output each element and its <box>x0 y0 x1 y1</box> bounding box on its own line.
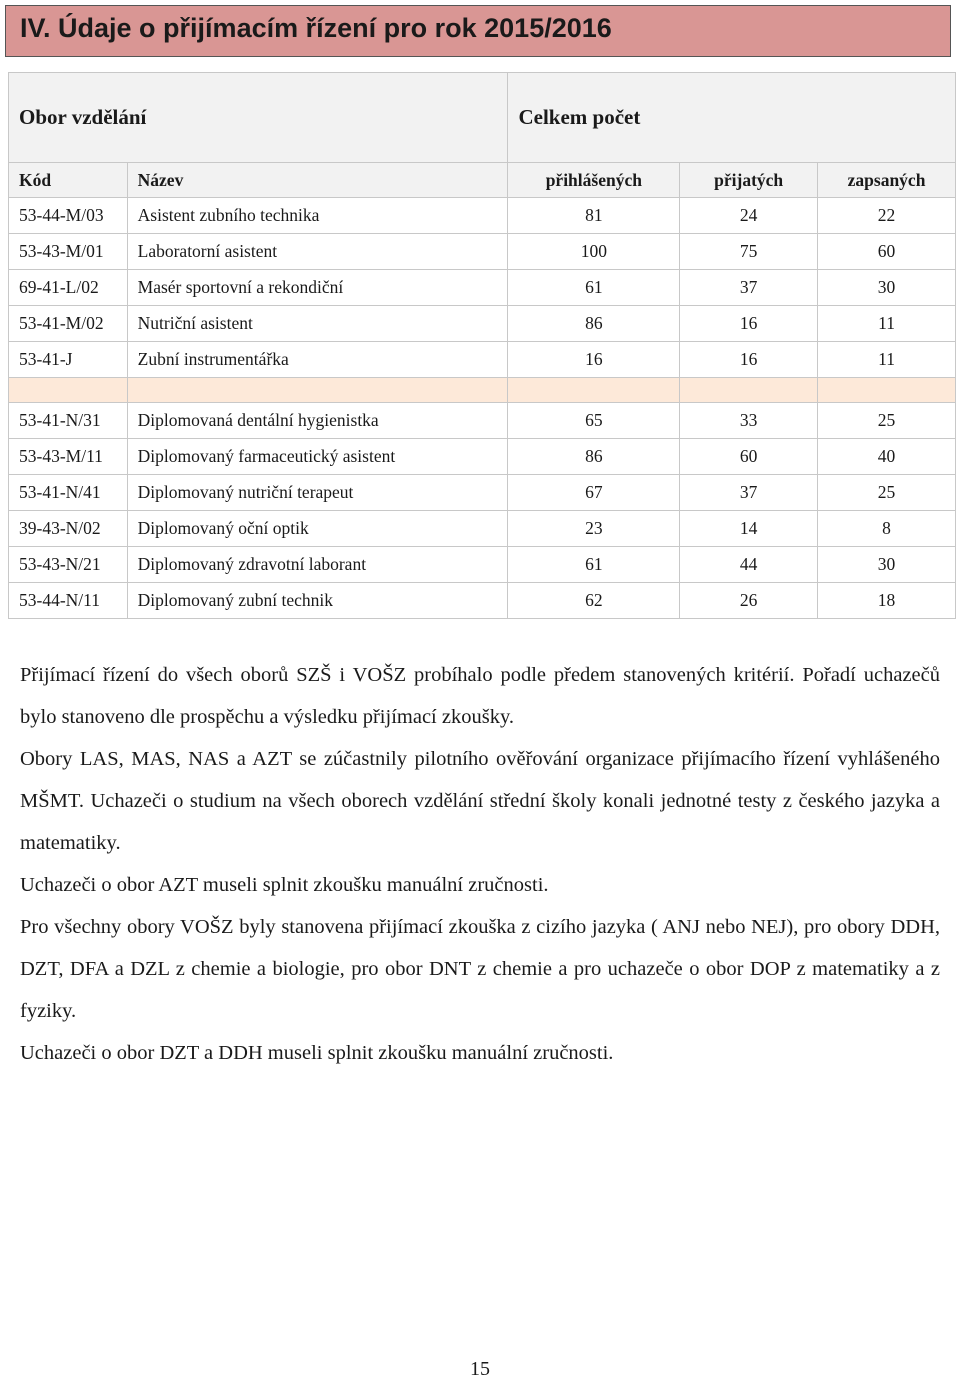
cell-kod: 53-43-N/21 <box>9 547 128 583</box>
table-row <box>9 342 956 378</box>
cell-prijatych: 24 <box>680 198 818 234</box>
cell-kod: 69-41-L/02 <box>9 270 128 306</box>
table-row <box>9 547 956 583</box>
cell-kod: 53-44-N/11 <box>9 583 128 619</box>
separator-cell <box>127 378 508 403</box>
cell-zapsanych: 60 <box>818 234 956 270</box>
cell-prijatych: 14 <box>680 511 818 547</box>
cell-nazev: Diplomovaný farmaceutický asistent <box>127 439 508 475</box>
cell-nazev: Laboratorní asistent <box>127 234 508 270</box>
cell-prihlasenych: 62 <box>508 583 680 619</box>
cell-prihlasenych: 61 <box>508 270 680 306</box>
col-header-prijatych: přijatých <box>680 163 818 198</box>
table-row <box>9 403 956 439</box>
cell-prijatych: 37 <box>680 270 818 306</box>
table-row <box>9 306 956 342</box>
cell-prihlasenych: 65 <box>508 403 680 439</box>
cell-kod: 53-43-M/01 <box>9 234 128 270</box>
cell-kod: 53-41-J <box>9 342 128 378</box>
col-header-zapsanych: zapsaných <box>818 163 956 198</box>
group-header-celkem: Celkem počet <box>508 73 956 163</box>
table-row <box>9 511 956 547</box>
cell-nazev: Diplomovaný nutriční terapeut <box>127 475 508 511</box>
cell-prijatych: 60 <box>680 439 818 475</box>
table-row <box>9 475 956 511</box>
cell-nazev: Diplomovaný zubní technik <box>127 583 508 619</box>
column-header-row <box>9 163 956 198</box>
separator-cell <box>818 378 956 403</box>
cell-zapsanych: 30 <box>818 547 956 583</box>
paragraph-3: Uchazeči o obor AZT museli splnit zkoušku manuální zručnosti. <box>20 874 549 896</box>
paragraph-2: Obory LAS, MAS, NAS a AZT se zúčastnily pilotního ověřování organizace přijímacího řízení vyhlášeného MŠMT. Uchazeči o studium na všech oborech vzdělání střední školy konali jednotné testy z českého jazyka a matematiky. <box>20 748 940 854</box>
cell-zapsanych: 30 <box>818 270 956 306</box>
cell-prihlasenych: 86 <box>508 306 680 342</box>
cell-prihlasenych: 81 <box>508 198 680 234</box>
table-row <box>9 270 956 306</box>
cell-nazev: Diplomovaná dentální hygienistka <box>127 403 508 439</box>
col-header-nazev: Název <box>127 163 508 198</box>
cell-prihlasenych: 86 <box>508 439 680 475</box>
table-row <box>9 234 956 270</box>
group-header-row <box>9 73 956 163</box>
separator-cell <box>680 378 818 403</box>
table-row <box>9 198 956 234</box>
separator-row <box>9 378 956 403</box>
cell-nazev: Diplomovaný oční optik <box>127 511 508 547</box>
separator-cell <box>508 378 680 403</box>
cell-zapsanych: 11 <box>818 342 956 378</box>
cell-zapsanych: 11 <box>818 306 956 342</box>
cell-prijatych: 75 <box>680 234 818 270</box>
table-row <box>9 583 956 619</box>
cell-kod: 53-41-N/41 <box>9 475 128 511</box>
cell-zapsanych: 25 <box>818 403 956 439</box>
page-number: 15 <box>470 1358 490 1380</box>
section-heading: IV. Údaje o přijímacím řízení pro rok 2015/2016 <box>20 13 612 43</box>
cell-nazev: Masér sportovní a rekondiční <box>127 270 508 306</box>
cell-kod: 39-43-N/02 <box>9 511 128 547</box>
cell-prihlasenych: 67 <box>508 475 680 511</box>
cell-nazev: Nutriční asistent <box>127 306 508 342</box>
cell-kod: 53-41-N/31 <box>9 403 128 439</box>
cell-prihlasenych: 61 <box>508 547 680 583</box>
cell-prihlasenych: 16 <box>508 342 680 378</box>
cell-nazev: Asistent zubního technika <box>127 198 508 234</box>
cell-prihlasenych: 23 <box>508 511 680 547</box>
separator-cell <box>9 378 128 403</box>
cell-prijatych: 33 <box>680 403 818 439</box>
cell-zapsanych: 22 <box>818 198 956 234</box>
cell-zapsanych: 25 <box>818 475 956 511</box>
paragraph-1: Přijímací řízení do všech oborů SZŠ i VOŠZ probíhalo podle předem stanovených kritérií. Pořadí uchazečů bylo stanoveno dle prospěchu a výsledku přijímací zkoušky. <box>20 664 940 728</box>
cell-kod: 53-43-M/11 <box>9 439 128 475</box>
cell-zapsanych: 8 <box>818 511 956 547</box>
paragraph-5: Uchazeči o obor DZT a DDH museli splnit zkoušku manuální zručnosti. <box>20 1042 614 1064</box>
cell-prijatych: 16 <box>680 342 818 378</box>
cell-nazev: Zubní instrumentářka <box>127 342 508 378</box>
cell-zapsanych: 40 <box>818 439 956 475</box>
paragraph-4: Pro všechny obory VOŠZ byly stanovena přijímací zkouška z cizího jazyka ( ANJ nebo NEJ), pro obory DDH, DZT, DFA a DZL z chemie a biologie, pro obor DNT z chemie a pro uchazeče o obor DOP z matematiky a z fyziky. <box>20 916 940 1022</box>
cell-prijatych: 37 <box>680 475 818 511</box>
cell-prihlasenych: 100 <box>508 234 680 270</box>
section-heading-bar <box>5 5 951 57</box>
cell-prijatych: 26 <box>680 583 818 619</box>
admissions-table <box>8 72 956 619</box>
cell-kod: 53-44-M/03 <box>9 198 128 234</box>
cell-prijatych: 44 <box>680 547 818 583</box>
cell-zapsanych: 18 <box>818 583 956 619</box>
cell-prijatych: 16 <box>680 306 818 342</box>
table-row <box>9 439 956 475</box>
cell-nazev: Diplomovaný zdravotní laborant <box>127 547 508 583</box>
col-header-kod: Kód <box>9 163 128 198</box>
cell-kod: 53-41-M/02 <box>9 306 128 342</box>
group-header-obor: Obor vzdělání <box>9 73 508 163</box>
col-header-prihlasenych: přihlášených <box>508 163 680 198</box>
